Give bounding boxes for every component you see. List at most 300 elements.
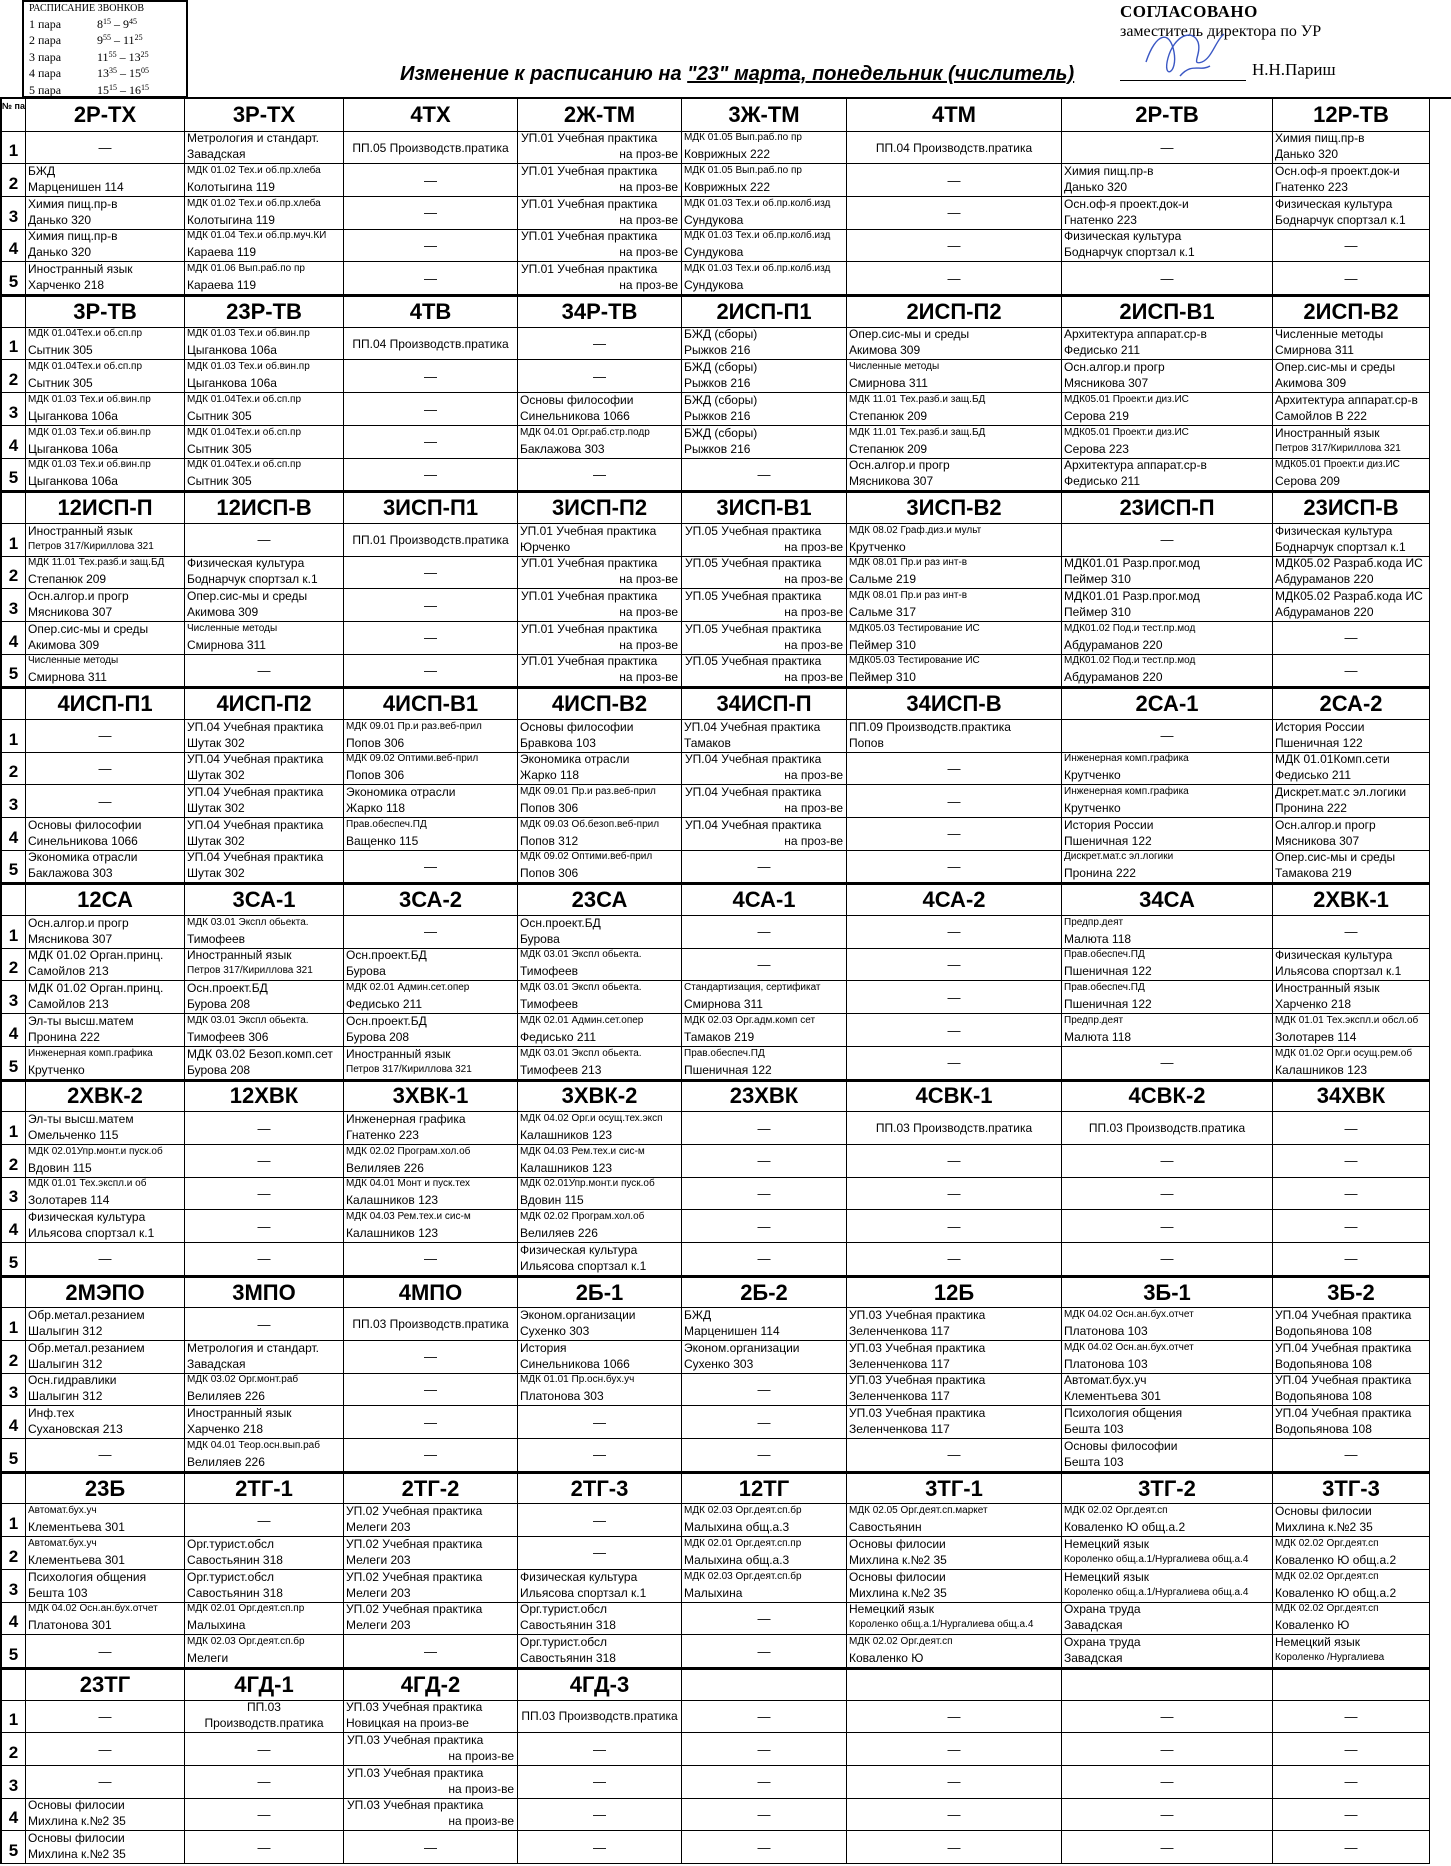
group-header: 3СА-2 <box>344 883 518 916</box>
schedule-cell <box>1062 981 1273 1014</box>
cell-teacher-room: Рыжков 216 <box>684 343 751 358</box>
schedule-cell <box>1273 1537 1430 1570</box>
schedule-cell <box>344 1766 518 1799</box>
schedule-cell <box>26 557 185 590</box>
cell-teacher-room: Сытник 305 <box>187 474 252 489</box>
cell-subject: МДК 11.01 Тех.разб.и защ.БД <box>849 393 986 405</box>
cell-teacher-room: Тимофеев 213 <box>520 1062 602 1077</box>
cell-subject: МДК 01.04Тех.и об.сп.пр <box>187 459 301 471</box>
lesson-number: 3 <box>2 1570 26 1603</box>
cell-teacher-room: Коврижных 222 <box>684 147 771 162</box>
cell-teacher-room: Бешта 103 <box>1064 1422 1124 1437</box>
bell-time-part: 45 <box>129 17 137 26</box>
schedule-cell <box>185 1701 344 1734</box>
cell-subject: Эконом.организации <box>520 1308 636 1323</box>
schedule-cell <box>518 360 682 393</box>
group-header: 3ИСП-П1 <box>344 491 518 524</box>
cell-teacher-room: Мелеги <box>187 1650 229 1665</box>
schedule-cell <box>344 164 518 197</box>
group-header: 3Р-ТХ <box>185 99 344 132</box>
schedule-cell <box>26 1799 185 1832</box>
cell-subject: — <box>947 1251 961 1267</box>
cell-teacher-room: Платонова 103 <box>1064 1356 1148 1371</box>
group-header: 4СА-2 <box>847 883 1062 916</box>
group-header: 12ТГ <box>682 1472 847 1505</box>
cell-teacher-room: Попов 306 <box>520 801 579 816</box>
cell-subject: — <box>947 1218 961 1234</box>
cell-subject: МДК 01.01Комп.сети <box>1275 752 1390 767</box>
cell-teacher-room: Попов 312 <box>520 833 579 848</box>
schedule-cell <box>344 393 518 426</box>
bell-label: 3 пара <box>29 49 62 64</box>
cell-teacher-room: Крутченко <box>1064 768 1121 783</box>
schedule-cell <box>26 753 185 786</box>
schedule-cell <box>344 1178 518 1211</box>
schedule-cell <box>518 785 682 818</box>
cell-teacher-room: Тимофеев <box>520 964 579 979</box>
schedule-cell <box>682 132 847 165</box>
lesson-number: 4 <box>2 1406 26 1439</box>
cell-subject: — <box>757 1447 771 1463</box>
cell-subject: — <box>257 1120 271 1136</box>
group-header <box>1273 1668 1430 1701</box>
schedule-cell <box>185 1766 344 1799</box>
header-corner-cell <box>2 1472 26 1505</box>
schedule-cell <box>26 1178 185 1211</box>
cell-subject: МДК 01.03 Тех.и об.вин.пр <box>187 361 310 373</box>
lesson-number: 3 <box>2 1178 26 1211</box>
lesson-number: 1 <box>2 1112 26 1145</box>
schedule-cell <box>344 1210 518 1243</box>
cell-teacher-room: Сытник 305 <box>187 408 252 423</box>
schedule-cell <box>1273 818 1430 851</box>
cell-teacher-room: Серова 209 <box>1275 474 1340 489</box>
cell-teacher-room: Серова 219 <box>1064 408 1129 423</box>
cell-subject: УП.04 Учебная практика <box>187 720 324 734</box>
cell-subject: Инженерная комп.графика <box>1064 753 1189 765</box>
cell-teacher-room: Петров 317/Кириллова 321 <box>1275 442 1401 454</box>
schedule-cell <box>847 818 1062 851</box>
schedule-cell <box>847 1799 1062 1832</box>
cell-subject: — <box>424 630 437 646</box>
cell-subject: Эл-ты высш.матем <box>28 1112 134 1126</box>
cell-subject: — <box>98 1741 112 1757</box>
cell-teacher-room: Синельникова 1066 <box>520 408 630 423</box>
cell-subject: Орг.турист.обсл <box>187 1537 275 1551</box>
cell-subject: Автомат.бух.уч <box>28 1537 97 1549</box>
cell-teacher-room: Велиляев 226 <box>520 1225 598 1240</box>
schedule-cell <box>682 197 847 230</box>
schedule-cell <box>344 328 518 361</box>
cell-subject: — <box>947 1022 961 1038</box>
group-header: 2Р-ТВ <box>1062 99 1273 132</box>
schedule-cell <box>847 916 1062 949</box>
cell-teacher-room: на проз-ве <box>619 245 678 260</box>
cell-subject: УП.03 Учебная практика <box>346 1700 483 1715</box>
cell-subject: МДК 01.04Тех.и об.сп.пр <box>187 426 301 438</box>
schedule-cell <box>847 1439 1062 1472</box>
schedule-cell <box>185 1439 344 1472</box>
schedule-cell <box>185 1504 344 1537</box>
schedule-cell <box>26 197 185 230</box>
cell-teacher-room: Акимова 309 <box>28 637 100 652</box>
group-header: 3ТГ-3 <box>1273 1472 1430 1505</box>
cell-subject: Инженерная графика <box>346 1112 466 1126</box>
cell-subject: Основы филосии <box>849 1537 946 1551</box>
cell-teacher-room: Пронина 222 <box>28 1029 100 1044</box>
cell-subject: Химия пищ.пр-в <box>28 197 118 211</box>
cell-teacher-room: на произ-ве <box>448 1814 514 1829</box>
cell-teacher-room: Бешта 103 <box>28 1585 88 1600</box>
cell-subject: — <box>757 1806 771 1822</box>
schedule-cell <box>682 1341 847 1374</box>
group-header: 4МПО <box>344 1276 518 1309</box>
cell-subject: Основы философии <box>1064 1439 1178 1453</box>
schedule-cell <box>1062 1243 1273 1276</box>
schedule-cell <box>344 1439 518 1472</box>
cell-subject: Осн.алгор.и прогр <box>28 589 129 603</box>
cell-subject: УП.02 Учебная практика <box>346 1537 483 1551</box>
bell-label: 2 пара <box>29 33 62 48</box>
schedule-cell <box>682 851 847 884</box>
cell-subject: УП.02 Учебная практика <box>346 1569 483 1584</box>
cell-teacher-room: на проз-ве <box>784 539 843 554</box>
schedule-cell <box>1273 197 1430 230</box>
cell-subject: Осн.алгор.и прогр <box>1064 360 1165 375</box>
schedule-cell <box>518 1014 682 1047</box>
cell-teacher-room: Бешта 103 <box>1064 1454 1124 1469</box>
schedule-cell <box>1273 949 1430 982</box>
schedule-cell <box>1273 393 1430 426</box>
group-header: 2ТГ-2 <box>344 1472 518 1505</box>
cell-teacher-room: Колотыгина 119 <box>187 212 275 227</box>
lesson-number: 2 <box>2 753 26 786</box>
cell-subject: МДК 08.01 Пр.и раз инт-в <box>849 557 968 569</box>
bell-time-part: 9 <box>123 17 129 31</box>
schedule-cell <box>518 916 682 949</box>
schedule-cell <box>1062 1603 1273 1636</box>
cell-subject: УП.04 Учебная практика <box>187 785 324 800</box>
group-header: 4СВК-1 <box>847 1080 1062 1113</box>
schedule-cell <box>1062 1635 1273 1668</box>
schedule-cell <box>1062 164 1273 197</box>
cell-subject: УП.02 Учебная практика <box>346 1504 483 1519</box>
schedule-cell <box>26 1831 185 1864</box>
cell-subject: МДК 02.02 Орг.деят.сп <box>1275 1603 1379 1615</box>
cell-subject: Химия пищ.пр-в <box>28 229 118 244</box>
lesson-number: 1 <box>2 328 26 361</box>
lesson-number: 2 <box>2 1733 26 1766</box>
cell-teacher-room: Михлина к.№2 35 <box>28 1846 126 1861</box>
schedule-cell <box>1062 262 1273 295</box>
cell-teacher-room: Пеймер 310 <box>849 637 916 652</box>
bell-row <box>29 49 186 65</box>
schedule-cell <box>26 785 185 818</box>
cell-teacher-room: Федисько 211 <box>1064 474 1141 489</box>
cell-subject: УП.04 Учебная практика <box>685 785 822 800</box>
cell-subject: — <box>947 270 961 286</box>
cell-subject: — <box>947 1708 961 1724</box>
cell-subject: Осн.проект.БД <box>346 948 427 963</box>
group-header: 4ГД-3 <box>518 1668 682 1701</box>
schedule-cell <box>344 1308 518 1341</box>
schedule-cell <box>344 1537 518 1570</box>
schedule-cell <box>344 426 518 459</box>
bell-row <box>29 16 186 32</box>
cell-subject: — <box>947 172 961 188</box>
cell-subject: Автомат.бух.уч <box>1064 1373 1147 1388</box>
schedule-cell <box>1273 851 1430 884</box>
bell-time: $15^{15} - 16^{15}$ <box>97 82 149 97</box>
schedule-cell <box>682 1733 847 1766</box>
schedule-cell <box>185 1210 344 1243</box>
cell-subject: МДК 03.02 Орг.монт.раб <box>187 1374 299 1386</box>
cell-teacher-room: Попов <box>849 735 884 750</box>
cell-subject: Автомат.бух.уч <box>28 1505 97 1517</box>
schedule-cell <box>26 981 185 1014</box>
cell-subject: Осн.алгор.и прогр <box>28 916 129 930</box>
cell-teacher-room: Калашников 123 <box>1275 1062 1368 1077</box>
cell-subject: МДК 04.02 Осн.ан.бух.отчет <box>1064 1309 1194 1321</box>
schedule-cell <box>518 589 682 622</box>
cell-subject: Основы филосии <box>28 1798 125 1813</box>
lesson-number: 4 <box>2 426 26 459</box>
cell-subject: МДК 03.02 Безоп.комп.сет <box>187 1046 333 1061</box>
cell-teacher-room: Платонова 303 <box>520 1389 604 1404</box>
lesson-number: 3 <box>2 197 26 230</box>
schedule-cell <box>1273 785 1430 818</box>
schedule-cell <box>518 1374 682 1407</box>
cell-subject: Физическая культура <box>1275 523 1393 538</box>
schedule-cell <box>1062 1766 1273 1799</box>
lesson-number: 4 <box>2 1210 26 1243</box>
cell-subject: — <box>757 1218 771 1234</box>
schedule-cell <box>847 1701 1062 1734</box>
cell-subject: Экономика отрасли <box>28 850 138 865</box>
cell-teacher-room: Сундукова <box>684 278 744 293</box>
group-header: 2СА-2 <box>1273 687 1430 720</box>
schedule-cell <box>1062 1570 1273 1603</box>
cell-subject: — <box>257 1774 271 1790</box>
schedule-cell <box>682 426 847 459</box>
cell-teacher-room: Мясникова 307 <box>28 604 113 619</box>
cell-subject: — <box>1160 1774 1174 1790</box>
schedule-cell <box>518 328 682 361</box>
cell-teacher-room: Вдовин 115 <box>28 1160 92 1175</box>
cell-subject: — <box>1344 238 1358 254</box>
cell-subject: — <box>593 1512 606 1528</box>
header-corner-cell <box>2 491 26 524</box>
cell-subject: — <box>1160 1806 1174 1822</box>
group-header: 2ИСП-В2 <box>1273 295 1430 328</box>
cell-subject: Архитектура аппарат.ср-в <box>1064 458 1207 473</box>
schedule-cell <box>1273 1406 1430 1439</box>
schedule-cell <box>847 1603 1062 1636</box>
schedule-cell <box>1273 524 1430 557</box>
bell-time-part: 25 <box>140 49 149 59</box>
schedule-cell <box>185 1374 344 1407</box>
schedule-cell <box>1273 1766 1430 1799</box>
schedule-cell <box>682 1831 847 1864</box>
cell-teacher-room: Тамакова 219 <box>1275 866 1352 881</box>
schedule-cell <box>847 524 1062 557</box>
cell-subject: МДК 01.04 Тех.и об.пр.муч.КИ <box>187 230 327 242</box>
lesson-number: 5 <box>2 1243 26 1276</box>
cell-teacher-room: Зеленченкова 117 <box>849 1422 950 1437</box>
cell-subject: — <box>1160 270 1174 286</box>
cell-subject: — <box>947 1185 961 1201</box>
cell-teacher-room: Сундукова <box>684 245 744 260</box>
cell-subject: УП.01 Учебная практика <box>521 229 658 244</box>
cell-teacher-room: Шутак 302 <box>187 768 245 783</box>
cell-subject: МДК 11.01 Тех.разб.и защ.БД <box>28 557 165 569</box>
schedule-cell <box>1273 655 1430 688</box>
cell-teacher-room: Серова 223 <box>1064 441 1129 456</box>
schedule-cell <box>185 720 344 753</box>
lesson-number: 1 <box>2 132 26 165</box>
schedule-cell <box>26 1112 185 1145</box>
cell-subject: МДК 02.01 Админ.сет.опер <box>346 982 470 994</box>
cell-teacher-room: Боднарчук спортзал к.1 <box>1275 212 1406 227</box>
cell-subject: — <box>1344 270 1358 286</box>
cell-teacher-room: Пеймер 310 <box>1064 572 1131 587</box>
cell-teacher-room: Синельникова 1066 <box>520 1356 630 1371</box>
schedule-cell <box>344 981 518 1014</box>
cell-subject: Предпр.деят <box>1064 916 1124 928</box>
group-header: 12ИСП-В <box>185 491 344 524</box>
cell-subject: Численные методы <box>849 361 940 373</box>
cell-subject: — <box>757 1643 771 1659</box>
cell-subject: — <box>424 1447 437 1463</box>
lesson-number: 2 <box>2 1341 26 1374</box>
lesson-number: 2 <box>2 164 26 197</box>
cell-teacher-room: Шалыгин 312 <box>28 1356 103 1371</box>
cell-teacher-room: Степанюк 209 <box>849 441 928 456</box>
cell-subject: — <box>757 1251 771 1267</box>
cell-subject: МДК 04.03 Рем.тех.и сис-м <box>520 1145 645 1157</box>
schedule-cell <box>1273 1439 1430 1472</box>
cell-teacher-room: Сальме 317 <box>849 604 917 619</box>
cell-teacher-room: Коваленко Ю <box>1275 1618 1350 1633</box>
cell-subject: Обр.метал.резанием <box>28 1341 145 1355</box>
group-header: 3МПО <box>185 1276 344 1309</box>
schedule-cell <box>1062 459 1273 492</box>
schedule-cell <box>1273 1308 1430 1341</box>
schedule-cell <box>518 1537 682 1570</box>
schedule-cell <box>518 1603 682 1636</box>
bell-schedule <box>22 0 188 98</box>
group-header: 12Р-ТВ <box>1273 99 1430 132</box>
cell-teacher-room: на проз-ве <box>619 278 678 293</box>
group-header: 34СА <box>1062 883 1273 916</box>
cell-teacher-room: на проз-ве <box>784 670 843 685</box>
cell-subject: МДК 01.04Тех.и об.сп.пр <box>28 361 142 373</box>
cell-subject: — <box>1160 1055 1174 1071</box>
cell-teacher-room: Данько 320 <box>28 245 92 260</box>
group-header: 23Б <box>26 1472 185 1505</box>
group-header <box>847 1668 1062 1701</box>
schedule-cell <box>344 818 518 851</box>
bell-time-part: 16 <box>129 82 141 97</box>
cell-teacher-room: Клементьева 301 <box>28 1520 125 1535</box>
schedule-cell <box>344 1112 518 1145</box>
cell-subject: — <box>757 1414 771 1430</box>
schedule-cell <box>26 949 185 982</box>
cell-subject: МДК 01.03 Тех.и об.вин.пр <box>187 328 310 340</box>
cell-teacher-room: Мясникова 307 <box>1064 376 1149 391</box>
schedule-cell <box>682 785 847 818</box>
cell-subject: МДК 02.01 Орг.деят.сп.пр <box>187 1603 305 1615</box>
cell-teacher-room: Караева 119 <box>187 278 257 293</box>
bell-label: 4 пара <box>29 66 62 81</box>
schedule-cell <box>682 1635 847 1668</box>
cell-subject: — <box>1344 1774 1358 1790</box>
schedule-cell <box>344 589 518 622</box>
group-header: 12ХВК <box>185 1080 344 1113</box>
cell-subject: — <box>424 1382 437 1398</box>
cell-subject: Численные методы <box>1275 327 1384 342</box>
cell-teacher-room: Цыганкова 106а <box>187 376 277 391</box>
schedule-cell <box>682 230 847 263</box>
schedule-cell <box>1273 1831 1430 1864</box>
cell-subject: МДК 02.02 Орг.деят.сп <box>1275 1537 1379 1549</box>
schedule-cell <box>185 981 344 1014</box>
cell-subject: Психология общения <box>28 1569 147 1584</box>
cell-teacher-room: Савостьянин 318 <box>520 1618 616 1633</box>
schedule-cell <box>344 1504 518 1537</box>
cell-subject: Иностранный язык <box>28 262 133 277</box>
bell-schedule-title: РАСПИСАНИЕ ЗВОНКОВ <box>29 3 144 14</box>
cell-teacher-room: Смирнова 311 <box>187 637 266 652</box>
schedule-cell <box>518 851 682 884</box>
schedule-cell <box>185 1112 344 1145</box>
cell-subject: Прав.обеспеч.ПД <box>1064 949 1145 961</box>
cell-subject: Иностранный язык <box>187 948 292 963</box>
cell-teacher-room: Абдураманов 220 <box>1064 637 1163 652</box>
cell-teacher-room: Мясникова 307 <box>849 474 934 489</box>
cell-subject: — <box>257 1153 271 1169</box>
cell-teacher-room: на проз-ве <box>784 604 843 619</box>
cell-subject: Психология общения <box>1064 1406 1183 1421</box>
schedule-cell <box>682 393 847 426</box>
cell-subject: — <box>1344 1447 1358 1463</box>
lesson-number: 3 <box>2 589 26 622</box>
schedule-cell <box>682 557 847 590</box>
schedule-cell <box>847 949 1062 982</box>
cell-subject: Осн.проект.БД <box>346 1014 427 1028</box>
cell-subject: — <box>424 1643 437 1659</box>
schedule-cell <box>682 1406 847 1439</box>
cell-teacher-room: Золотарев 114 <box>28 1193 110 1208</box>
schedule-cell <box>682 360 847 393</box>
cell-subject: МДК 01.02 Орган.принц. <box>28 948 164 963</box>
bell-time-part: 11 <box>123 33 135 48</box>
cell-subject: МДК 02.05 Орг.деят.сп.маркет <box>849 1505 988 1517</box>
schedule-cell <box>1062 753 1273 786</box>
bell-time-part: 11 <box>97 49 109 64</box>
group-header: 2ИСП-В1 <box>1062 295 1273 328</box>
cell-teacher-room: Степанюк 209 <box>28 572 107 587</box>
cell-subject: Химия пищ.пр-в <box>1064 164 1154 179</box>
cell-subject: — <box>98 1447 112 1463</box>
schedule-cell <box>185 1831 344 1864</box>
cell-subject: Основы философии <box>28 818 142 832</box>
cell-subject: Метрология и стандарт. <box>187 131 319 146</box>
cell-teacher-room: на проз-ве <box>619 572 678 587</box>
schedule-cell <box>26 1603 185 1636</box>
cell-subject: МДК 08.01 Пр.и раз инт-в <box>849 589 968 601</box>
schedule-cell <box>1273 1635 1430 1668</box>
